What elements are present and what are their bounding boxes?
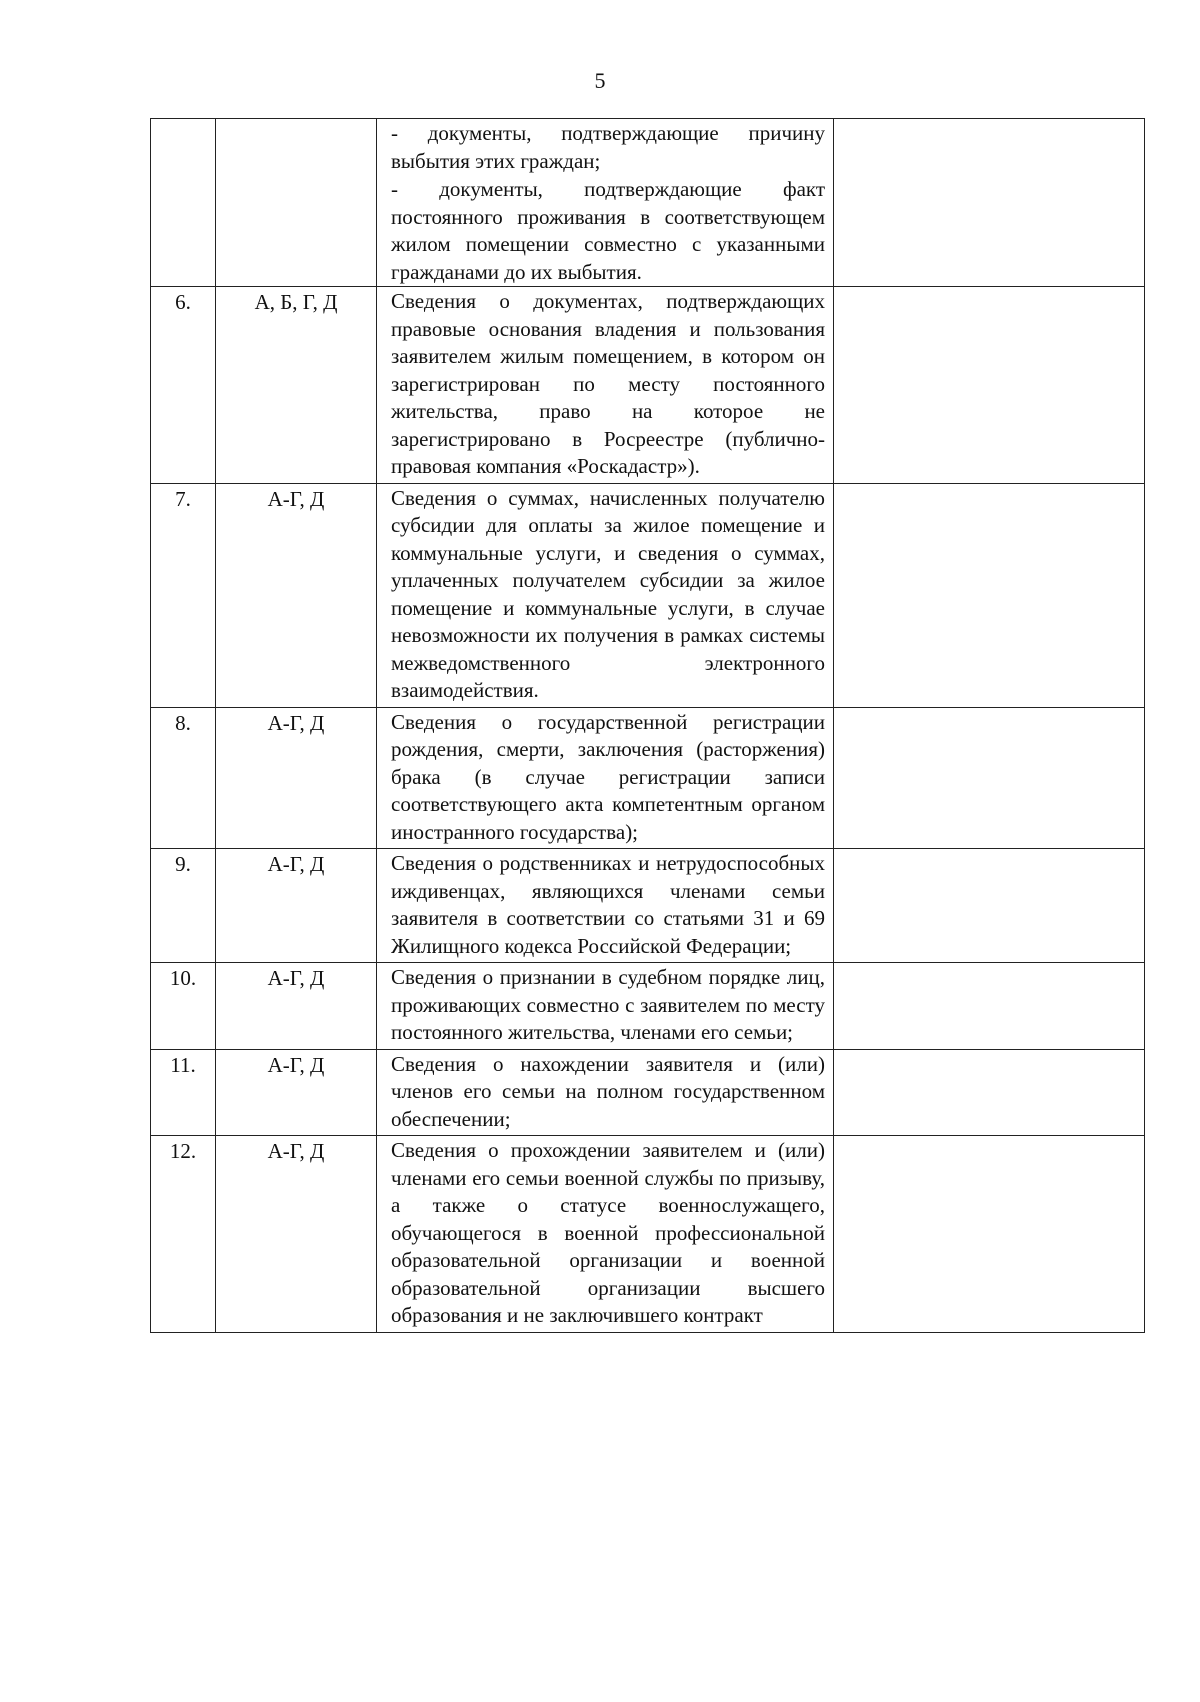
row-description-cell: [377, 287, 834, 484]
table-row: [151, 1136, 1145, 1333]
row-categories: А-Г, Д: [216, 849, 377, 963]
row-description: Сведения о государственной регистрации рождения, смерти, заключения (расторжения) брака (в случае регистрации записи соответствующего акта компетентным органом иностранного государства);: [391, 709, 825, 844]
table-row: [151, 707, 1145, 849]
row-categories: А-Г, Д: [216, 707, 377, 849]
page-number: 5: [594, 68, 606, 93]
row-number: 9.: [151, 849, 216, 963]
row-number: 6.: [151, 287, 216, 484]
row-number: 7.: [151, 483, 216, 707]
row-description-cell: [377, 849, 834, 963]
row-description: Сведения о признании в судебном порядке лиц, проживающих совместно с заявителем по месту постоянного жительства, членами его семьи;: [391, 965, 825, 1044]
row-number: 10.: [151, 963, 216, 1050]
row-description-cell: [377, 963, 834, 1050]
row-number: 12.: [151, 1136, 216, 1333]
row-categories: А-Г, Д: [216, 1136, 377, 1333]
row-extra-cell: [834, 119, 1145, 287]
row-number: 11.: [151, 1049, 216, 1136]
row-description-cell: [377, 707, 834, 849]
row-category-cell: [216, 119, 377, 287]
row-description: Сведения о родственниках и нетрудоспособных иждивенцах, являющихся членами семьи заявителя в соответствии со статьями 31 и 69 Жилищного кодекса Российской Федерации;: [391, 851, 825, 958]
row-categories: А, Б, Г, Д: [216, 287, 377, 484]
row-description: Сведения о документах, подтверждающих правовые основания владения и пользования заявителем жилым помещением, в котором он зарегистрирован по месту постоянного жительства, право на которое не зарегистрировано в Росреестре (публично-правовая компания «Роскадастр»).: [391, 289, 825, 478]
row-description-cell: [377, 119, 834, 287]
table-row: [151, 963, 1145, 1050]
row-extra-cell: [834, 963, 1145, 1050]
row-extra-cell: [834, 287, 1145, 484]
row-categories: А-Г, Д: [216, 1049, 377, 1136]
row-description: Сведения о нахождении заявителя и (или) членов его семьи на полном государственном обеспечении;: [391, 1051, 825, 1131]
row-description-cell: [377, 1136, 834, 1333]
continuation-bullet: - документы, подтверждающие факт постоянного проживания в соответствующем жилом помещении совместно с указанными гражданами до их выбытия.: [391, 177, 825, 284]
row-categories: А-Г, Д: [216, 963, 377, 1050]
row-description-cell: [377, 1049, 834, 1136]
row-extra-cell: [834, 1136, 1145, 1333]
row-description-cell: [377, 483, 834, 707]
row-number: 8.: [151, 707, 216, 849]
table-row: [151, 849, 1145, 963]
row-categories: А-Г, Д: [216, 483, 377, 707]
row-extra-cell: [834, 849, 1145, 963]
row-description: Сведения о суммах, начисленных получателю субсидии для оплаты за жилое помещение и коммунальные услуги, и сведения о суммах, уплаченных получателем субсидии за жилое помещение и коммунальные услуги, в случае невозможности их получения в рамках системы межведомственного электронного взаимодействия.: [391, 485, 825, 702]
documents-table: [150, 118, 1145, 1333]
row-description: Сведения о прохождении заявителем и (или) членами его семьи военной службы по призыву, а также о статусе военнослужащего, обучающегося в военной профессиональной образовательной организации и военной образовательной организации высшего образования и не заключившего контракт: [391, 1138, 825, 1327]
table-row: [151, 1049, 1145, 1136]
continuation-bullet: - документы, подтверждающие причину выбытия этих граждан;: [391, 121, 825, 173]
row-extra-cell: [834, 483, 1145, 707]
table-row: [151, 119, 1145, 287]
table-row: [151, 287, 1145, 484]
row-extra-cell: [834, 1049, 1145, 1136]
row-extra-cell: [834, 707, 1145, 849]
row-number-cell: [151, 119, 216, 287]
table-row: [151, 483, 1145, 707]
